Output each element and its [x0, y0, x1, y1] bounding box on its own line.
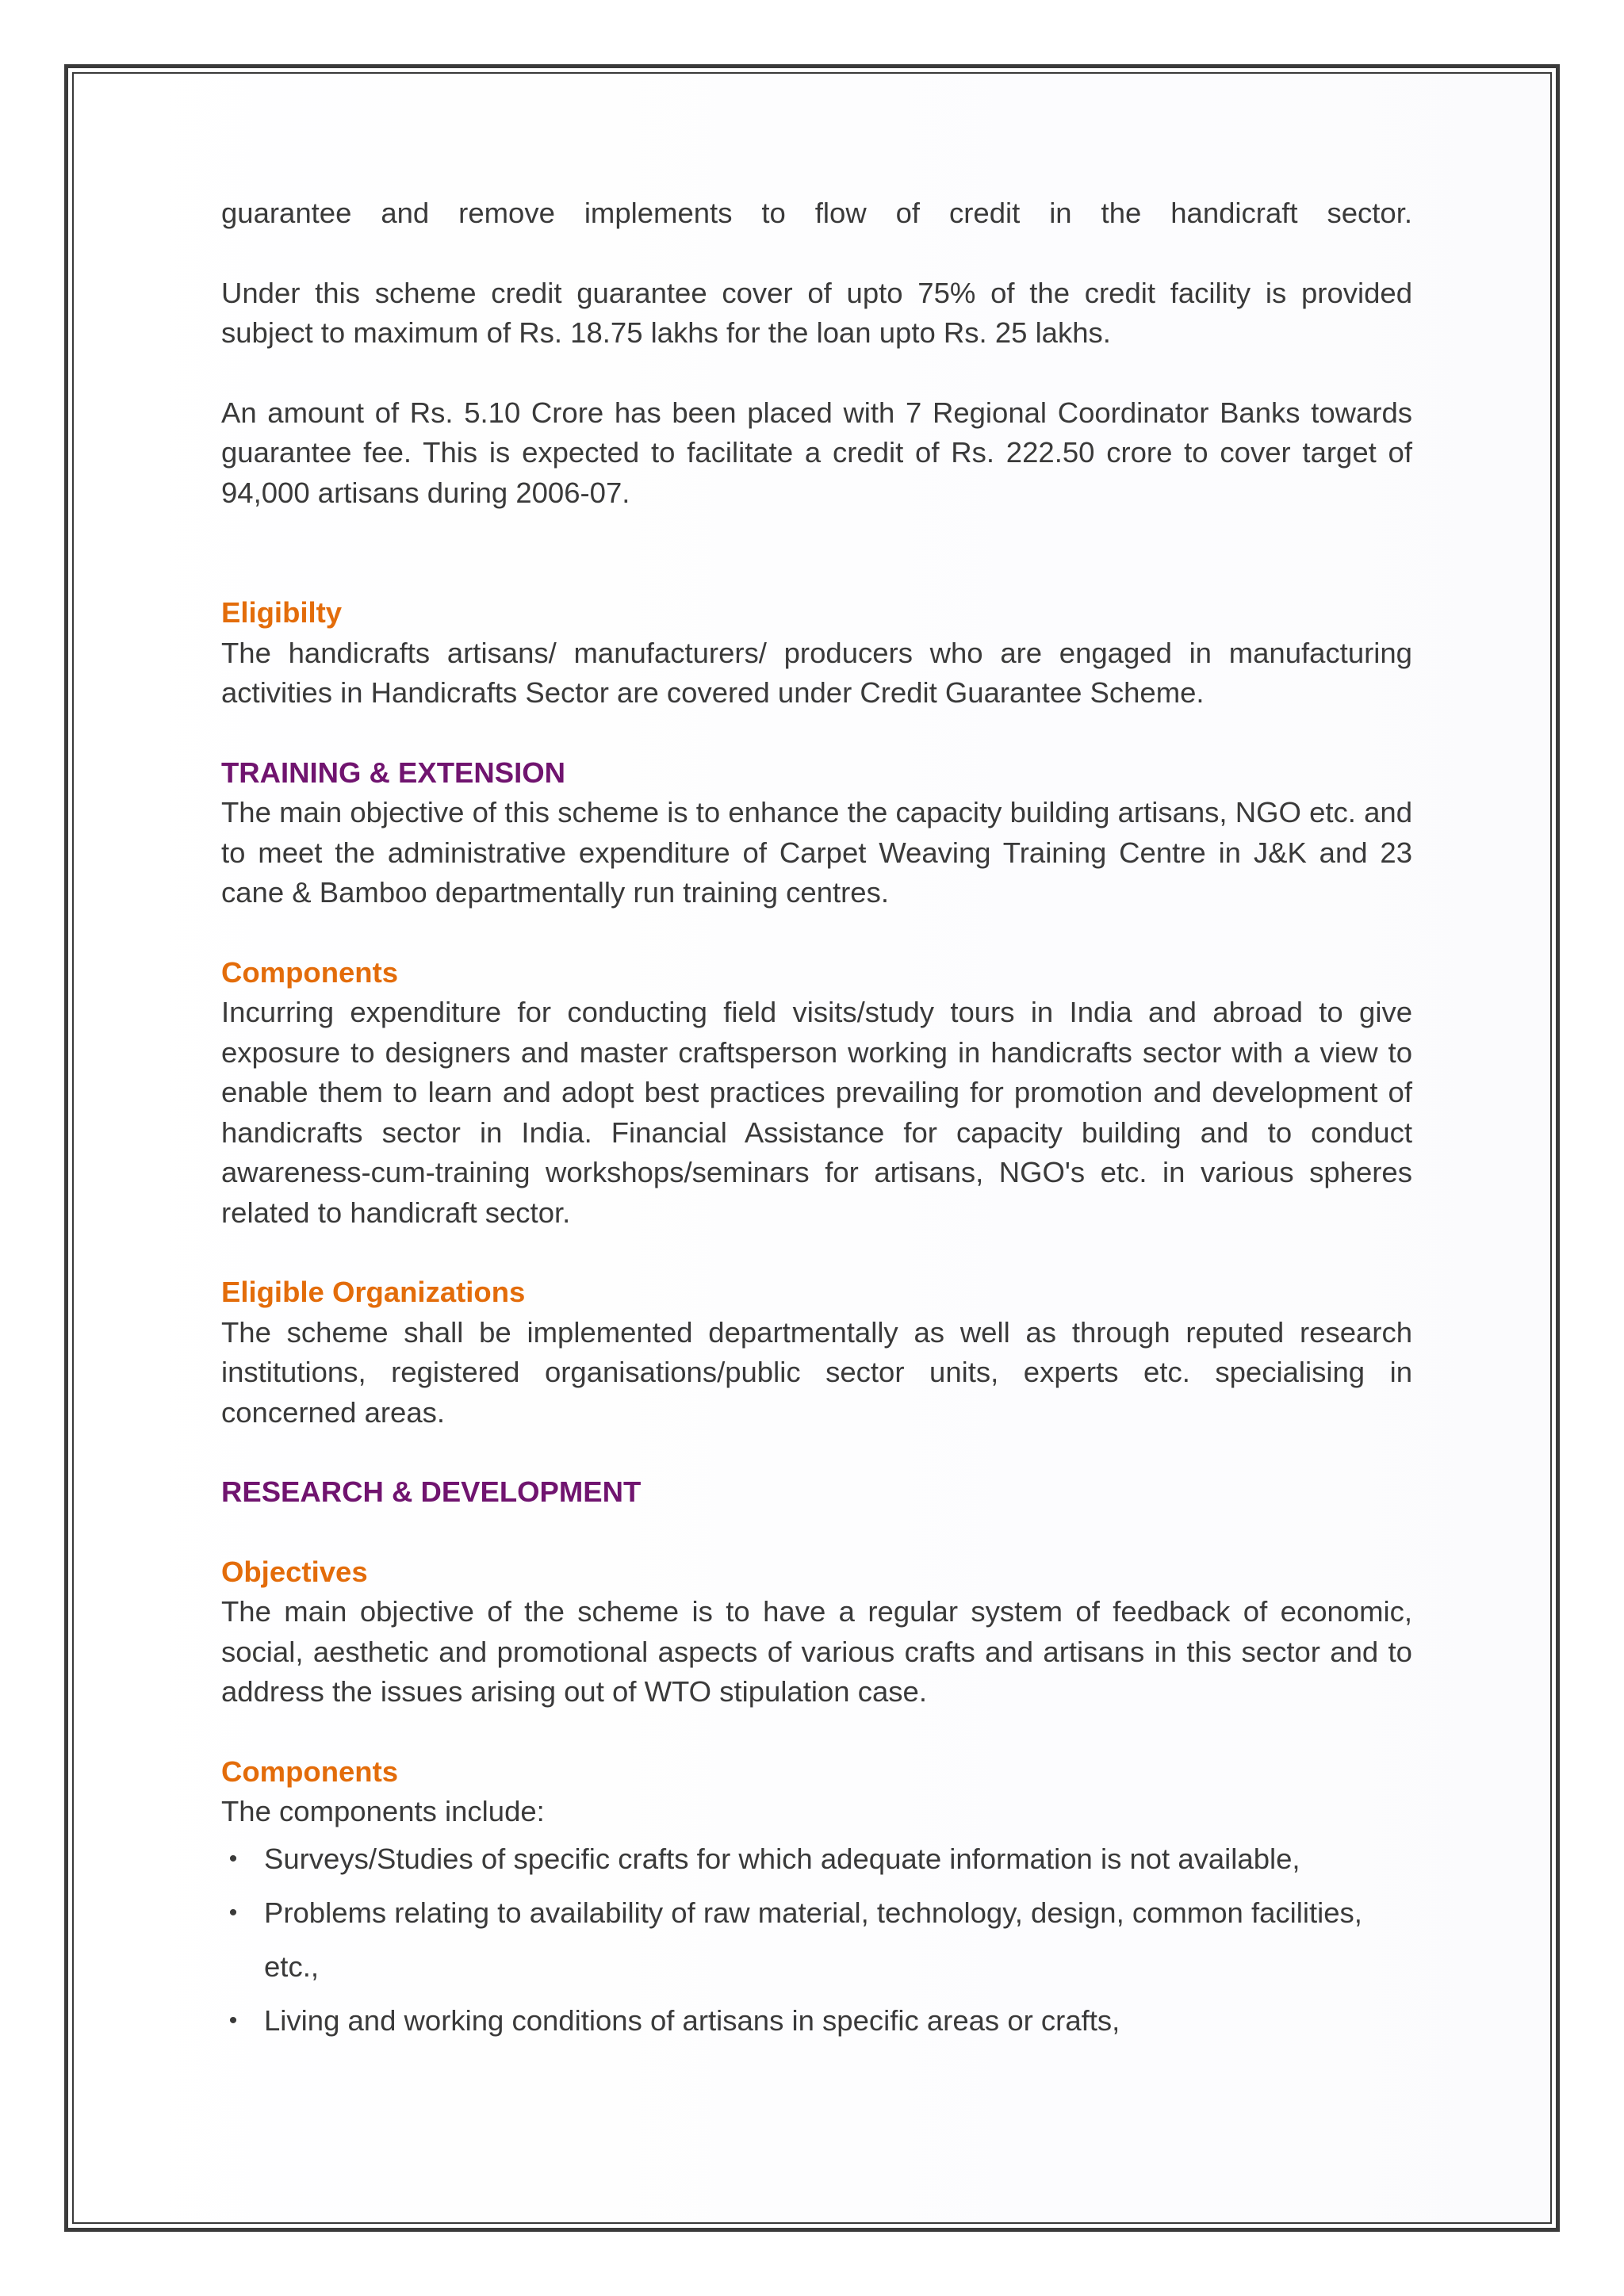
credit-guarantee-paragraph: Under this scheme credit guarantee cover of upto 75% of the credit facility is provided subject to maximum of Rs. 18.75 lakhs for the loan upto Rs. 25 lakhs.	[221, 276, 1412, 349]
components-heading: Components	[221, 955, 399, 989]
list-item	[221, 1832, 1412, 1886]
training-extension-heading: TRAINING & EXTENSION	[221, 756, 565, 789]
page-content	[221, 193, 1412, 2048]
components-intro: The components include:	[221, 1795, 545, 1827]
objectives-heading: Objectives	[221, 1555, 368, 1588]
research-development-heading: RESEARCH & DEVELOPMENT	[221, 1475, 642, 1508]
eligibility-text: The handicrafts artisans/ manufacturers/ producers who are engaged in manufacturing activities in Handicrafts Sector are covered under Credit Guarantee Scheme.	[221, 636, 1412, 709]
components-heading-2: Components	[221, 1755, 399, 1788]
continuation-paragraph: guarantee and remove implements to flow of credit in the handicraft sector.	[221, 197, 1412, 229]
training-extension-text: The main objective of this scheme is to enhance the capacity building artisans, NGO etc. and to meet the administrative expenditure of Carpet Weaving Training Centre in J&K and 23 cane & Bamboo departmentally run training centres.	[221, 796, 1412, 909]
list-item	[221, 1994, 1412, 2048]
list-item	[221, 1886, 1412, 1994]
eligible-organizations-text: The scheme shall be implemented departmentally as well as through reputed research institutions, registered organisations/public sector units, experts etc. specialising in concerned areas.	[221, 1315, 1412, 1429]
bullet-icon: •	[228, 1899, 238, 1926]
components-list	[221, 1832, 1412, 2048]
eligibility-heading: Eligibilty	[221, 596, 343, 629]
list-item-text: Living and working conditions of artisans in specific areas or crafts,	[264, 2003, 1120, 2037]
components-text: Incurring expenditure for conducting field visits/study tours in India and abroad to give exposure to designers and master craftsperson working in handicrafts sector with a view to enable them to learn and adopt best practices prevailing for promotion and development of handicrafts sector in India. Financial Assistance for capacity building and to conduct awareness-cum-training workshops/seminars for artisans, NGO's etc. in various spheres related to handicraft sector.	[221, 996, 1412, 1229]
objectives-text: The main objective of the scheme is to have a regular system of feedback of economic, social, aesthetic and promotional aspects of various crafts and artisans in this sector and to address the issues arising out of WTO stipulation case.	[221, 1595, 1412, 1708]
list-item-text: Surveys/Studies of specific crafts for which adequate information is not available,	[264, 1842, 1300, 1875]
eligible-organizations-heading: Eligible Organizations	[221, 1276, 526, 1308]
amount-paragraph: An amount of Rs. 5.10 Crore has been placed with 7 Regional Coordinator Banks towards guarantee fee. This is expected to facilitate a credit of Rs. 222.50 crore to cover target of 94,000 artisans during 2006-07.	[221, 396, 1412, 509]
list-item-text: Problems relating to availability of raw material, technology, design, common facilities, etc.,	[264, 1896, 1362, 1983]
bullet-icon: •	[228, 2007, 238, 2034]
bullet-icon: •	[228, 1845, 238, 1872]
